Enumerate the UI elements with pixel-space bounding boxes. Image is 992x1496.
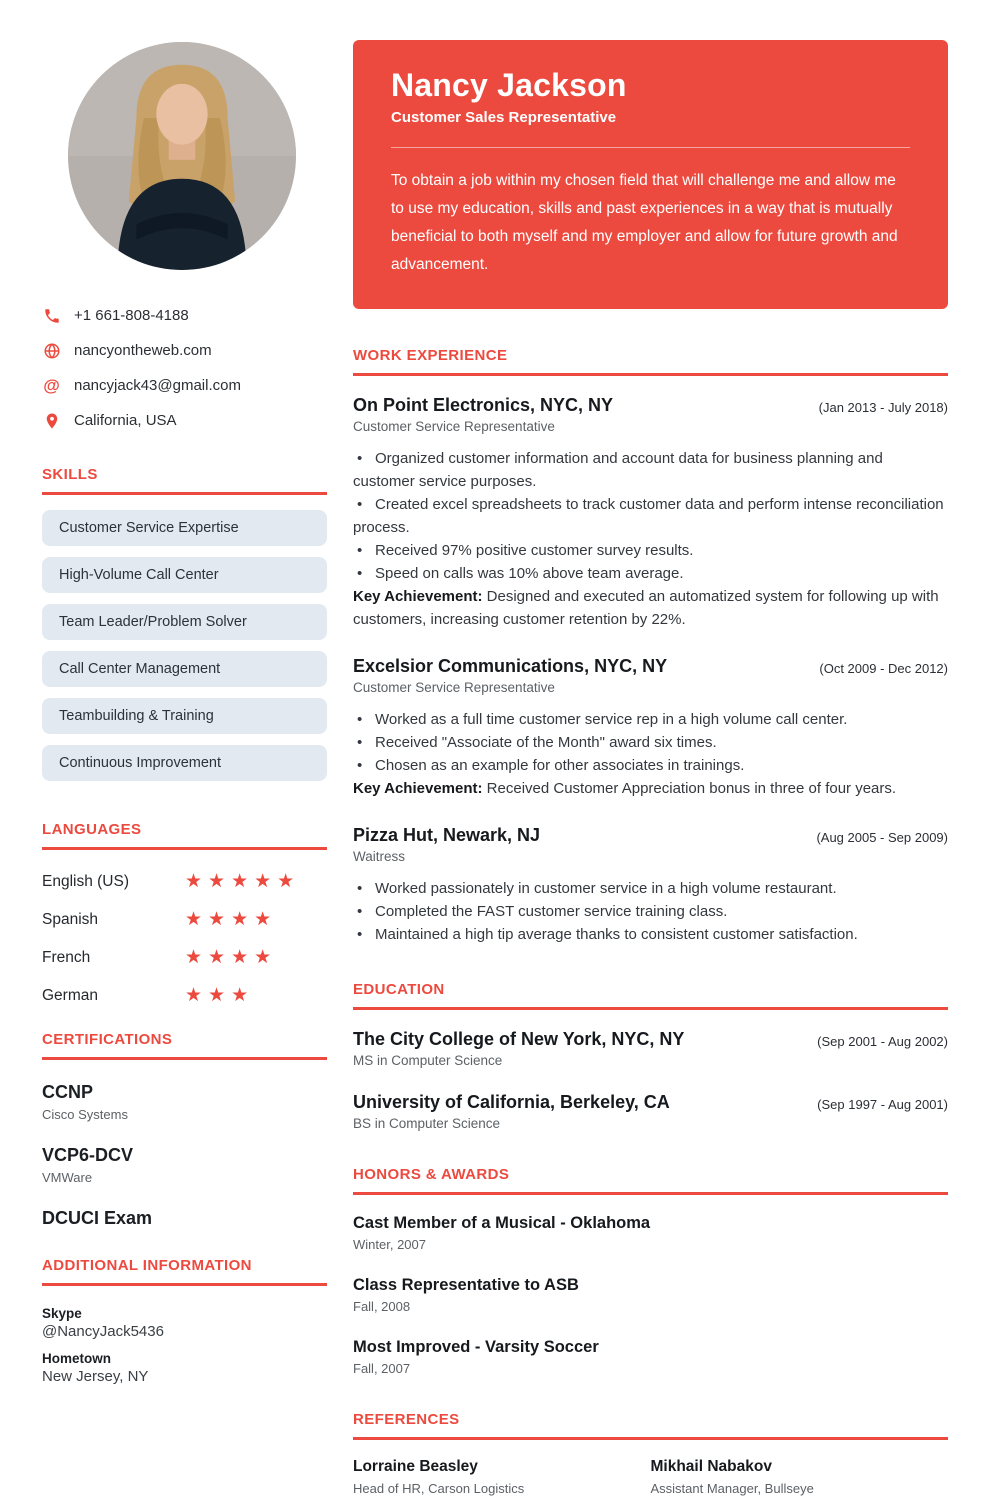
certifications-list	[42, 1082, 327, 1229]
key-achievement	[353, 777, 948, 800]
additional-info-section-title: ADDITIONAL INFORMATION	[42, 1257, 252, 1274]
certification-entry	[42, 1208, 327, 1229]
bullet-text: Maintained a high tip average thanks to consistent customer satisfaction.	[375, 926, 858, 943]
language-name: English (US)	[42, 872, 129, 890]
honors-section	[353, 1166, 948, 1376]
key-achievement-label: Key Achievement:	[353, 780, 483, 797]
honors-title: HONORS & AWARDS	[353, 1166, 510, 1183]
honor-name: Most Improved - Varsity Soccer	[353, 1338, 599, 1356]
school-entry	[353, 1092, 948, 1131]
bullet-dot: •	[357, 496, 363, 513]
school-entry	[353, 1029, 948, 1068]
bullet-dot: •	[357, 903, 363, 920]
job-bullets	[353, 447, 948, 585]
contact-item-phone	[42, 306, 327, 325]
bullet-dot: •	[357, 542, 363, 559]
honor-entry	[353, 1276, 948, 1314]
bullet-item	[353, 754, 948, 777]
certification-org: VMWare	[42, 1170, 93, 1185]
bullet-text: Chosen as an example for other associates in trainings.	[375, 757, 745, 774]
school-name: University of California, Berkeley, CA	[353, 1092, 670, 1112]
work-experience-section	[353, 347, 948, 946]
key-achievement-text: Designed and executed an automatized system for following up with customers, increasing customer retention by 22%.	[353, 588, 939, 628]
key-achievement	[353, 585, 948, 631]
skills-section	[42, 466, 327, 781]
location-text: California, USA	[74, 412, 177, 429]
bullet-text: Completed the FAST customer service training class.	[375, 903, 728, 920]
school-dates: (Sep 2001 - Aug 2002)	[817, 1034, 948, 1049]
reference-name: Lorraine Beasley	[353, 1458, 478, 1475]
school-degree: BS in Computer Science	[353, 1116, 501, 1131]
section-divider	[42, 1057, 327, 1060]
bullet-text: Speed on calls was 10% above team average.	[375, 565, 684, 582]
reference-entry	[353, 1458, 651, 1496]
languages-section	[42, 821, 327, 1005]
school-header	[353, 1029, 948, 1050]
skill-pill: Customer Service Expertise	[42, 510, 327, 546]
language-star-rating: ★★★	[185, 985, 255, 1006]
info-value: New Jersey, NY	[42, 1368, 149, 1385]
phone-number: +1 661-808-4188	[74, 307, 189, 324]
job-role: Customer Service Representative	[353, 419, 555, 434]
job-header	[353, 656, 948, 677]
bullet-dot: •	[357, 926, 363, 943]
job-bullets	[353, 708, 948, 777]
info-value: @NancyJack5436	[42, 1323, 164, 1340]
section-divider	[42, 847, 327, 850]
bullet-text: Worked as a full time customer service rep in a high volume call center.	[375, 711, 848, 728]
references-title: REFERENCES	[353, 1411, 460, 1428]
honor-date: Fall, 2008	[353, 1299, 411, 1314]
bullet-dot: •	[357, 565, 363, 582]
contact-list	[42, 306, 327, 430]
language-row	[42, 948, 327, 967]
language-star-rating: ★★★★	[185, 909, 278, 930]
language-row	[42, 910, 327, 929]
reference-entry	[651, 1458, 949, 1496]
job-role: Customer Service Representative	[353, 680, 555, 695]
pin-icon	[42, 411, 61, 430]
section-divider	[353, 1007, 948, 1010]
references-section	[353, 1411, 948, 1496]
job-company: On Point Electronics, NYC, NY	[353, 395, 614, 415]
globe-icon	[42, 341, 61, 360]
info-label: Skype	[42, 1306, 82, 1321]
job-dates: (Oct 2009 - Dec 2012)	[819, 661, 948, 676]
skill-pill: Call Center Management	[42, 651, 327, 687]
bullet-item	[353, 923, 948, 946]
certification-name: DCUCI Exam	[42, 1208, 153, 1228]
section-divider	[353, 373, 948, 376]
bullet-text: Created excel spreadsheets to track customer data and perform intense reconciliation process.	[353, 496, 944, 536]
website-link[interactable]: nancyontheweb.com	[74, 342, 212, 359]
email-link[interactable]: nancyjack43@gmail.com	[74, 377, 241, 394]
info-entry	[42, 1351, 327, 1385]
language-star-rating: ★★★★★	[185, 871, 301, 892]
education-section	[353, 981, 948, 1131]
honor-entry	[353, 1214, 948, 1252]
skill-pill: High-Volume Call Center	[42, 557, 327, 593]
certifications-section-title: CERTIFICATIONS	[42, 1031, 173, 1048]
job-company: Excelsior Communications, NYC, NY	[353, 656, 668, 676]
job-header	[353, 395, 948, 416]
skills-list	[42, 510, 327, 781]
school-degree: MS in Computer Science	[353, 1053, 503, 1068]
school-name: The City College of New York, NYC, NY	[353, 1029, 685, 1049]
info-label: Hometown	[42, 1351, 111, 1366]
at-icon: @	[43, 376, 60, 395]
section-divider	[353, 1437, 948, 1440]
languages-list	[42, 872, 327, 1005]
honor-name: Class Representative to ASB	[353, 1276, 579, 1294]
honor-date: Winter, 2007	[353, 1237, 426, 1252]
languages-section-title: LANGUAGES	[42, 821, 142, 838]
contact-item-location	[42, 411, 327, 430]
job-entry	[353, 395, 948, 631]
job-entry	[353, 825, 948, 946]
honor-entry	[353, 1338, 948, 1376]
language-row	[42, 986, 327, 1005]
language-star-rating: ★★★★	[185, 947, 278, 968]
job-company: Pizza Hut, Newark, NJ	[353, 825, 541, 845]
job-header	[353, 825, 948, 846]
bullet-dot: •	[357, 880, 363, 897]
bullet-item	[353, 562, 948, 585]
candidate-title: Customer Sales Representative	[391, 109, 617, 126]
skills-section-title: SKILLS	[42, 466, 98, 483]
certifications-section	[42, 1031, 327, 1229]
bullet-dot: •	[357, 734, 363, 751]
section-divider	[42, 1283, 327, 1286]
profile-photo-illustration	[68, 42, 296, 270]
certification-org: Cisco Systems	[42, 1107, 128, 1122]
profile-photo	[68, 42, 296, 270]
bullet-item	[353, 539, 948, 562]
education-title: EDUCATION	[353, 981, 445, 998]
sidebar	[42, 40, 327, 1404]
honor-name: Cast Member of a Musical - Oklahoma	[353, 1214, 651, 1232]
candidate-name: Nancy Jackson	[391, 67, 627, 103]
key-achievement-label: Key Achievement:	[353, 588, 483, 605]
bullet-text: Worked passionately in customer service in a high volume restaurant.	[375, 880, 837, 897]
objective-text: To obtain a job within my chosen field that will challenge me and allow me to use my education, skills and past experiences in a way that is mutually beneficial to both myself and my employer and allow for future growth and advancement.	[391, 172, 898, 273]
info-entry	[42, 1306, 327, 1340]
bullet-item	[353, 900, 948, 923]
bullet-item	[353, 493, 948, 539]
section-divider	[42, 492, 327, 495]
bullet-dot: •	[357, 757, 363, 774]
job-dates: (Jan 2013 - July 2018)	[818, 400, 948, 415]
bullet-dot: •	[357, 450, 363, 467]
school-header	[353, 1092, 948, 1113]
job-dates: (Aug 2005 - Sep 2009)	[816, 830, 948, 845]
reference-role: Assistant Manager, Bullseye	[650, 1481, 814, 1496]
references-list	[353, 1458, 948, 1496]
header-card	[353, 40, 948, 309]
bullet-text: Received 97% positive customer survey results.	[375, 542, 694, 559]
additional-info-section	[42, 1257, 327, 1385]
bullet-text: Organized customer information and account data for business planning and customer service purposes.	[353, 450, 883, 490]
certification-entry	[42, 1082, 327, 1122]
reference-role: Head of HR, Carson Logistics	[353, 1481, 525, 1496]
reference-name: Mikhail Nabakov	[650, 1458, 772, 1475]
job-entry	[353, 656, 948, 800]
additional-info-list	[42, 1306, 327, 1385]
honor-date: Fall, 2007	[353, 1361, 411, 1376]
skill-pill: Continuous Improvement	[42, 745, 327, 781]
main-column	[353, 40, 948, 1496]
key-achievement-text: Received Customer Appreciation bonus in three of four years.	[486, 780, 897, 797]
section-divider	[353, 1192, 948, 1195]
language-row	[42, 872, 327, 891]
certification-name: VCP6-DCV	[42, 1145, 134, 1165]
bullet-text: Received "Associate of the Month" award six times.	[375, 734, 717, 751]
school-dates: (Sep 1997 - Aug 2001)	[817, 1097, 948, 1112]
bullet-item	[353, 877, 948, 900]
job-bullets	[353, 877, 948, 946]
bullet-dot: •	[357, 711, 363, 728]
job-role: Waitress	[353, 849, 406, 864]
header-divider	[391, 147, 910, 148]
bullet-item	[353, 447, 948, 493]
skill-pill: Teambuilding & Training	[42, 698, 327, 734]
work-experience-title: WORK EXPERIENCE	[353, 347, 508, 364]
certification-entry	[42, 1145, 327, 1185]
skill-pill: Team Leader/Problem Solver	[42, 604, 327, 640]
certification-name: CCNP	[42, 1082, 94, 1102]
language-name: French	[42, 948, 91, 966]
bullet-item	[353, 708, 948, 731]
language-name: Spanish	[42, 910, 99, 928]
phone-icon	[42, 306, 61, 325]
bullet-item	[353, 731, 948, 754]
contact-item-email[interactable]	[42, 376, 327, 395]
language-name: German	[42, 986, 98, 1004]
contact-item-website[interactable]	[42, 341, 327, 360]
